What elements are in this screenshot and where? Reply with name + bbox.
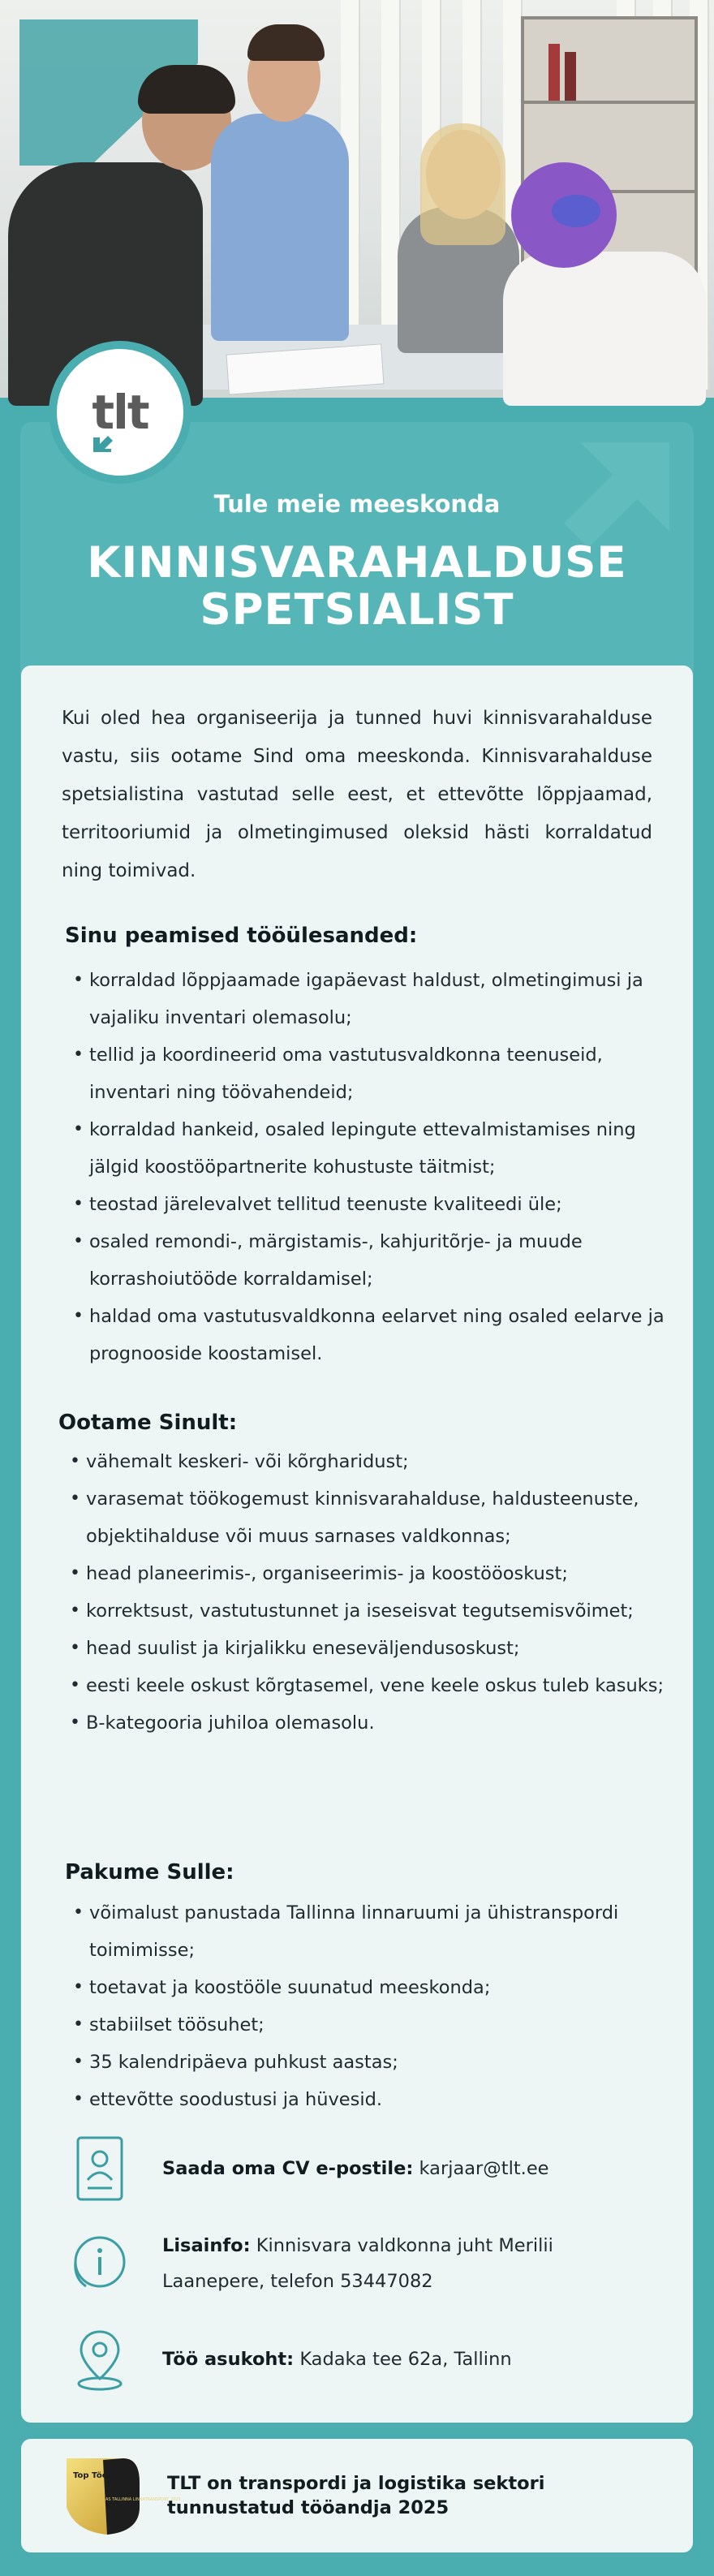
expect-list-item: • varasemat töökogemust kinnisvarahalduse, haldusteenuste, objektihalduse või muus sarnases valdkonnas;	[65, 1480, 665, 1555]
job-title-line1: KINNISVARAHALDUSE	[87, 538, 627, 588]
footer-card	[21, 2439, 693, 2552]
expect-list	[65, 1443, 665, 1742]
tasks-list-item: • osaled remondi-, märgistamis-, kahjuritõrje- ja muude korrashoiutööde korraldamisel;	[68, 1223, 669, 1298]
expect-list-item: • eesti keele oskust kõrgtasemel, vene keele oskus tuleb kasuks;	[65, 1667, 665, 1704]
expect-list-item: • head suulist ja kirjalikku eneseväljendusoskust;	[65, 1630, 665, 1667]
tasks-heading: Sinu peamised tööülesanded:	[65, 924, 418, 948]
location-contact-text	[162, 2341, 512, 2377]
location-label: Töö asukoht:	[162, 2349, 295, 2370]
location-pin-icon	[70, 2325, 130, 2393]
footer-line2: tunnustatud tööandja 2025	[167, 2497, 449, 2518]
tasks-list-item: • haldad oma vastutusvaldkonna eelarvet ning osaled eelarve ja prognooside koostamisel.	[68, 1298, 669, 1372]
expect-list-item: • korrektsust, vastutustunnet ja iseseisvat tegutsemisvõimet;	[65, 1592, 665, 1630]
expect-list-item: • head planeerimis-, organiseerimis- ja koostööoskust;	[65, 1555, 665, 1592]
cv-label: Saada oma CV e-postile:	[162, 2158, 414, 2179]
expect-list-item: • vähemalt keskeri- või kõrgharidust;	[65, 1443, 665, 1480]
logo-text: tlt	[92, 385, 148, 440]
footer-line1: TLT on transpordi ja logistika sektori	[167, 2473, 545, 2494]
offer-list-item: • stabiilset töösuhet;	[68, 2006, 669, 2044]
badge-title: Top Tööandja	[73, 2471, 133, 2480]
offer-list-item: • võimalust panustada Tallinna linnaruumi ja ühistranspordi toimimisse;	[68, 1894, 669, 1969]
hero-photo	[0, 0, 714, 398]
info-contact-row	[70, 2228, 553, 2299]
badge-sub: AS TALLINNA LINNATRANSPORT 2025	[105, 2497, 181, 2502]
footer-text	[167, 2471, 544, 2520]
cv-document-icon	[70, 2134, 130, 2203]
logo-arrow-icon	[93, 431, 114, 452]
info-value-line1: Kinnisvara valdkonna juht Merilii	[256, 2235, 553, 2256]
cv-contact-row	[70, 2134, 549, 2203]
person-4	[487, 162, 714, 398]
tagline: Tule meie meeskonda	[213, 490, 501, 518]
tasks-list-item: • korraldad lõppjaamade igapäevast haldust, olmetingimusi ja vajaliku inventari olemasolu;	[68, 962, 669, 1036]
top-employer-badge	[58, 2450, 181, 2539]
tasks-list-item: • tellid ja koordineerid oma vastutusvaldkonna teenuseid, inventari ning töövahendeid;	[68, 1036, 669, 1111]
tasks-list-item: • korraldad hankeid, osaled lepingute ettevalmistamises ning jälgid koostööpartnerite kohustuste täitmist;	[68, 1111, 669, 1186]
job-title	[0, 540, 714, 634]
intro-text: Kui oled hea organiseerija ja tunned huvi kinnisvarahalduse vastu, siis ootame Sind oma meeskonda. Kinnisvarahalduse spetsialistina vastutad selle eest, et ettevõtte lõppjaamad, territooriumid ja olmetingimused oleksid hästi korraldatud ning toimivad.	[62, 708, 652, 881]
expect-list-item: • B-kategooria juhiloa olemasolu.	[65, 1704, 665, 1742]
offer-list-item: • toetavat ja koostööle suunatud meeskonda;	[68, 1969, 669, 2006]
offer-list-item: • ettevõtte soodustusi ja hüvesid.	[68, 2081, 669, 2118]
info-icon	[70, 2229, 130, 2298]
offer-heading: Pakume Sulle:	[65, 1860, 234, 1885]
tasks-list-item: • teostad järelevalvet tellitud teenuste kvaliteedi üle;	[68, 1186, 669, 1223]
job-title-line2: SPETSIALIST	[200, 585, 514, 635]
location-value: Kadaka tee 62a, Tallinn	[299, 2349, 512, 2370]
info-contact-text	[162, 2228, 553, 2299]
expect-heading: Ootame Sinult:	[58, 1411, 238, 1435]
cv-email-link[interactable]: karjaar@tlt.ee	[419, 2158, 549, 2179]
content-card	[21, 666, 693, 2423]
cv-contact-text	[162, 2151, 549, 2186]
info-label: Lisainfo:	[162, 2235, 251, 2256]
person-2	[178, 24, 357, 349]
location-contact-row	[70, 2325, 512, 2393]
offer-list-item: • 35 kalendripäeva puhkust aastas;	[68, 2044, 669, 2081]
info-value-line2[interactable]: Laanepere, telefon 53447082	[162, 2271, 433, 2292]
tasks-list	[68, 962, 669, 1372]
tlt-logo	[49, 341, 191, 484]
offer-list	[68, 1894, 669, 2118]
